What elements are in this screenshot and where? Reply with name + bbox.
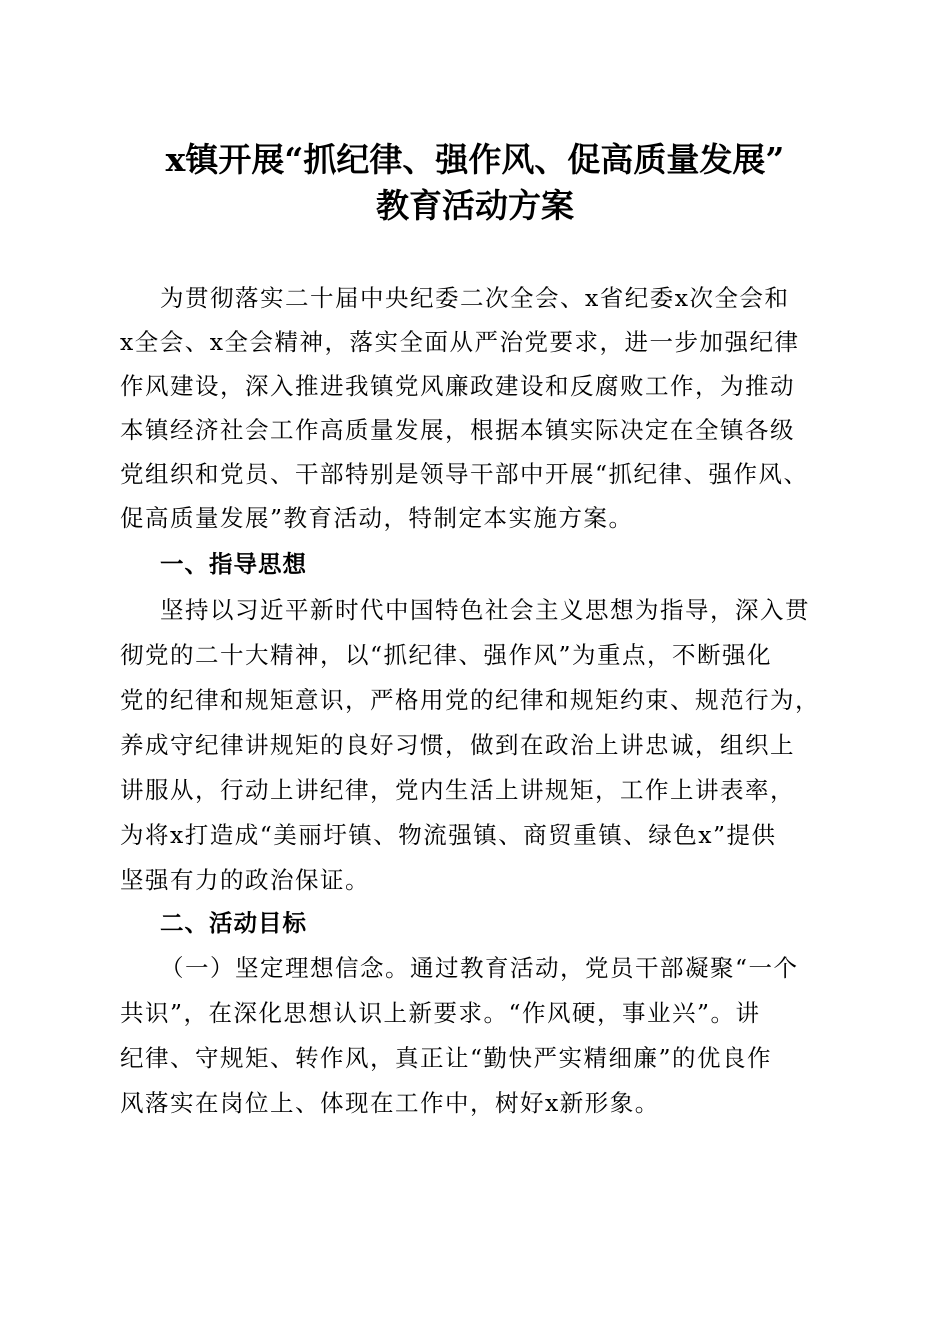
section1-line: 讲服从，行动上讲纪律，党内生活上讲规矩，工作上讲表率， bbox=[120, 776, 795, 804]
section2-line: （一）坚定理想信念。通过教育活动，党员干部凝聚“一个 bbox=[160, 954, 799, 982]
section2-line: 风落实在岗位上、体现在工作中，树好x新形象。 bbox=[120, 1089, 660, 1117]
intro-line: 促高质量发展”教育活动，特制定本实施方案。 bbox=[120, 504, 634, 532]
intro-line: 为贯彻落实二十届中央纪委二次全会、x省纪委x次全会和 bbox=[160, 284, 790, 312]
document-title-line-2: 教育活动方案 bbox=[376, 186, 574, 225]
intro-line: 党组织和党员、干部特别是领导干部中开展“抓纪律、强作风、 bbox=[120, 460, 809, 488]
section1-line: 党的纪律和规矩意识，严格用党的纪律和规矩约束、规范行为， bbox=[120, 686, 820, 714]
intro-line: 本镇经济社会工作高质量发展，根据本镇实际决定在全镇各级 bbox=[120, 416, 795, 444]
intro-line: x全会、x全会精神，落实全面从严治党要求，进一步加强纪律 bbox=[120, 328, 800, 356]
section1-line: 为将x打造成“美丽圩镇、物流强镇、商贸重镇、绿色x”提供 bbox=[120, 821, 777, 849]
section1-line: 养成守纪律讲规矩的良好习惯，做到在政治上讲忠诚，组织上 bbox=[120, 731, 795, 759]
section-heading-guiding-thought: 一、指导思想 bbox=[160, 550, 307, 578]
document-title-line-1: x镇开展“抓纪律、强作风、促高质量发展” bbox=[165, 140, 785, 179]
intro-line: 作风建设，深入推进我镇党风廉政建设和反腐败工作，为推动 bbox=[120, 372, 795, 400]
section1-line: 坚强有力的政治保证。 bbox=[120, 866, 370, 894]
section2-line: 纪律、守规矩、转作风，真正让“勤快严实精细廉”的优良作 bbox=[120, 1044, 773, 1072]
section-heading-activity-goals: 二、活动目标 bbox=[160, 909, 307, 937]
section1-line: 坚持以习近平新时代中国特色社会主义思想为指导，深入贯 bbox=[160, 596, 810, 624]
section2-line: 共识”，在深化思想认识上新要求。“作风硬，事业兴”。讲 bbox=[120, 999, 761, 1027]
section1-line: 彻党的二十大精神，以“抓纪律、强作风”为重点，不断强化 bbox=[120, 641, 773, 669]
